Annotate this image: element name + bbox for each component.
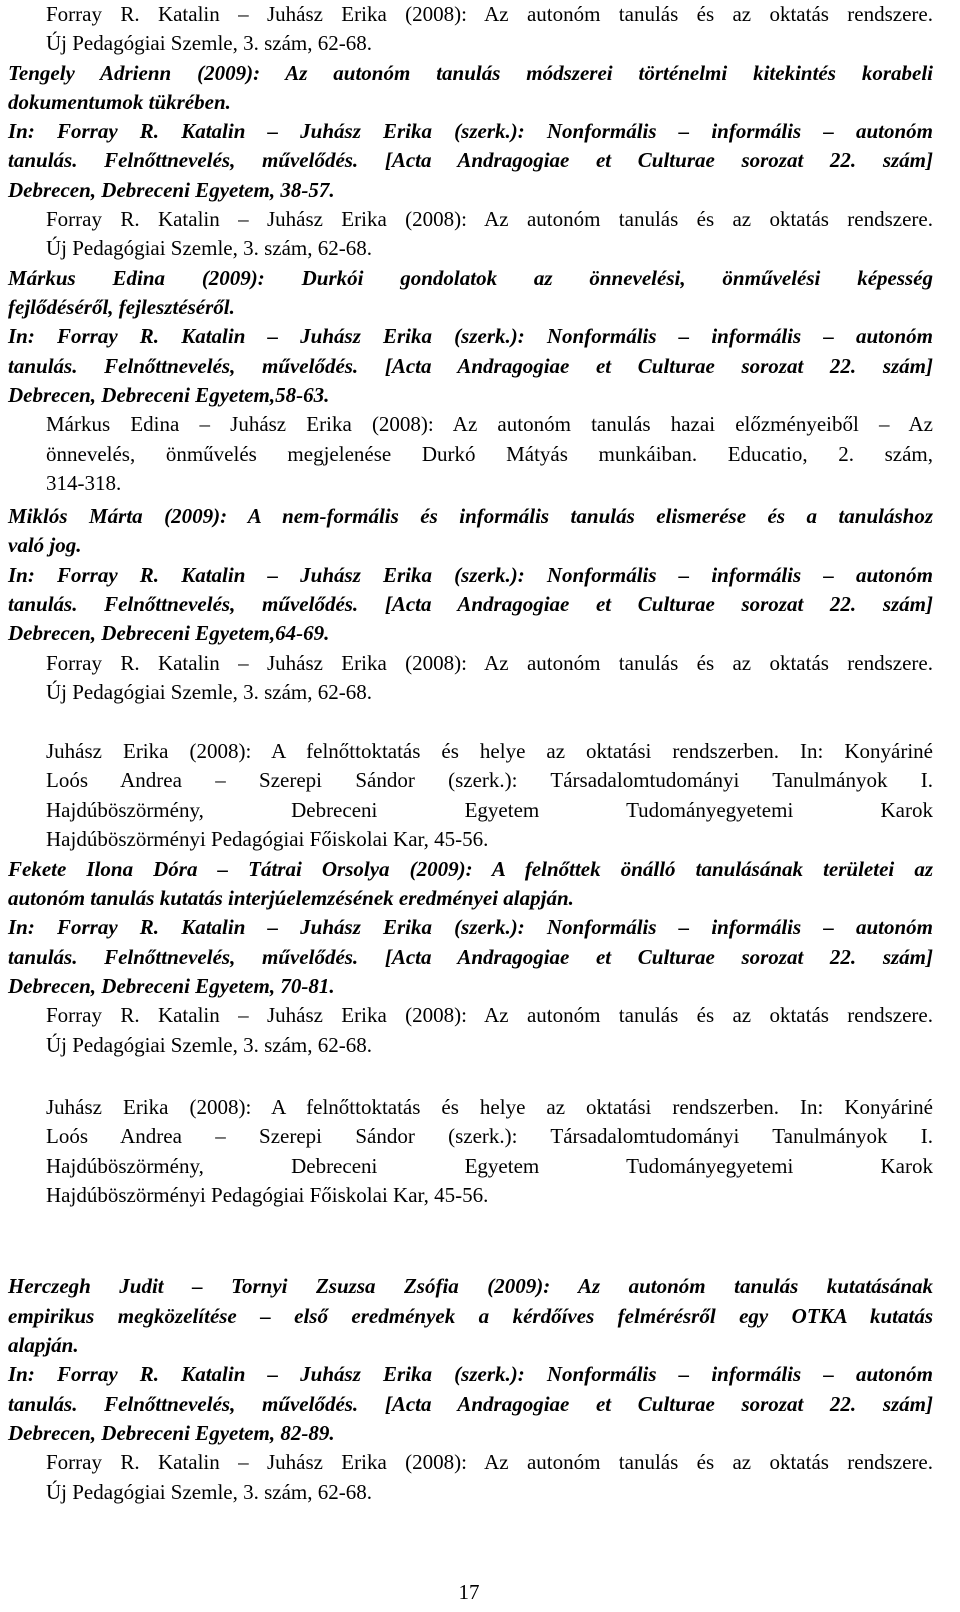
text-line: Loós Andrea – Szerepi Sándor (szerk.): Társadalomtudományi Tanulmányok I. — [46, 768, 933, 792]
text-line: Új Pedagógiai Szemle, 3. szám, 62-68. — [46, 1480, 373, 1504]
text-line: In: Forray R. Katalin – Juhász Erika (szerk.): Nonformális – informális – autonóm — [8, 119, 933, 143]
text-line: alapján. — [8, 1333, 79, 1357]
text-line: Forray R. Katalin – Juhász Erika (2008): Az autonóm tanulás és az oktatás rendszere. — [46, 207, 933, 231]
text-line: Márkus Edina (2009): Durkói gondolatok az önnevelési, önművelési képesség — [8, 266, 933, 290]
text-line: Forray R. Katalin – Juhász Erika (2008): Az autonóm tanulás és az oktatás rendszere. — [46, 651, 933, 675]
text-line: Új Pedagógiai Szemle, 3. szám, 62-68. — [46, 680, 373, 704]
text-line: Új Pedagógiai Szemle, 3. szám, 62-68. — [46, 31, 373, 55]
text-line: Forray R. Katalin – Juhász Erika (2008): Az autonóm tanulás és az oktatás rendszere. — [46, 1003, 933, 1027]
text-line: autonóm tanulás kutatás interjúelemzésének eredményei alapján. — [8, 886, 574, 910]
text-line: Forray R. Katalin – Juhász Erika (2008): Az autonóm tanulás és az oktatás rendszere. — [46, 1450, 933, 1474]
text-line: tanulás. Felnőttnevelés, művelődés. [Acta Andragogiae et Culturae sorozat 22. szám] — [8, 148, 933, 172]
text-line: Juhász Erika (2008): A felnőttoktatás és helye az oktatási rendszerben. In: Konyáriné — [46, 1095, 933, 1119]
text-line: fejlődéséről, fejlesztéséről. — [8, 295, 235, 319]
text-line: Miklós Márta (2009): A nem-formális és informális tanulás elismerése és a tanuláshoz — [8, 504, 933, 528]
text-line: 314-318. — [46, 471, 122, 495]
text-line: Debrecen, Debreceni Egyetem, 70-81. — [8, 974, 335, 998]
text-line: In: Forray R. Katalin – Juhász Erika (szerk.): Nonformális – informális – autonóm — [8, 915, 933, 939]
text-line: tanulás. Felnőttnevelés, művelődés. [Acta Andragogiae et Culturae sorozat 22. szám] — [8, 1392, 933, 1416]
text-line: Hajdúböszörményi Pedagógiai Főiskolai Kar, 45-56. — [46, 827, 489, 851]
text-line: Hajdúböszörmény, Debreceni Egyetem Tudományegyetemi Karok — [46, 798, 933, 822]
text-line: önnevelés, önművelés megjelenése Durkó Mátyás munkáiban. Educatio, 2. szám, — [46, 442, 933, 466]
text-line: In: Forray R. Katalin – Juhász Erika (szerk.): Nonformális – informális – autonóm — [8, 1362, 933, 1386]
text-line: Juhász Erika (2008): A felnőttoktatás és helye az oktatási rendszerben. In: Konyáriné — [46, 739, 933, 763]
text-line: Herczegh Judit – Tornyi Zsuzsa Zsófia (2009): Az autonóm tanulás kutatásának — [8, 1274, 933, 1298]
text-line: Hajdúböszörmény, Debreceni Egyetem Tudományegyetemi Karok — [46, 1154, 933, 1178]
page-number: 17 — [458, 1580, 480, 1604]
text-line: tanulás. Felnőttnevelés, művelődés. [Acta Andragogiae et Culturae sorozat 22. szám] — [8, 354, 933, 378]
text-line: Hajdúböszörményi Pedagógiai Főiskolai Kar, 45-56. — [46, 1183, 489, 1207]
text-line: In: Forray R. Katalin – Juhász Erika (szerk.): Nonformális – informális – autonóm — [8, 563, 933, 587]
text-line: Új Pedagógiai Szemle, 3. szám, 62-68. — [46, 1033, 373, 1057]
text-line: Debrecen, Debreceni Egyetem, 38-57. — [8, 178, 335, 202]
text-line: tanulás. Felnőttnevelés, művelődés. [Acta Andragogiae et Culturae sorozat 22. szám] — [8, 592, 933, 616]
text-line: empirikus megközelítése – első eredmények a kérdőíves felmérésről egy OTKA kutatás — [8, 1304, 933, 1328]
text-line: tanulás. Felnőttnevelés, művelődés. [Acta Andragogiae et Culturae sorozat 22. szám] — [8, 945, 933, 969]
text-line: In: Forray R. Katalin – Juhász Erika (szerk.): Nonformális – informális – autonóm — [8, 324, 933, 348]
text-line: Tengely Adrienn (2009): Az autonóm tanulás módszerei történelmi kitekintés korabeli — [8, 61, 933, 85]
text-line: Loós Andrea – Szerepi Sándor (szerk.): Társadalomtudományi Tanulmányok I. — [46, 1124, 933, 1148]
text-line: dokumentumok tükrében. — [8, 90, 231, 114]
text-line: való jog. — [8, 533, 82, 557]
text-line: Forray R. Katalin – Juhász Erika (2008): Az autonóm tanulás és az oktatás rendszere. — [46, 2, 933, 26]
text-line: Debrecen, Debreceni Egyetem,58-63. — [8, 383, 330, 407]
text-line: Debrecen, Debreceni Egyetem,64-69. — [8, 621, 330, 645]
text-line: Fekete Ilona Dóra – Tátrai Orsolya (2009): A felnőttek önálló tanulásának területei az — [8, 857, 933, 881]
text-line: Új Pedagógiai Szemle, 3. szám, 62-68. — [46, 236, 373, 260]
text-line: Márkus Edina – Juhász Erika (2008): Az autonóm tanulás hazai előzményeiből – Az — [46, 412, 933, 436]
text-line: Debrecen, Debreceni Egyetem, 82-89. — [8, 1421, 335, 1445]
